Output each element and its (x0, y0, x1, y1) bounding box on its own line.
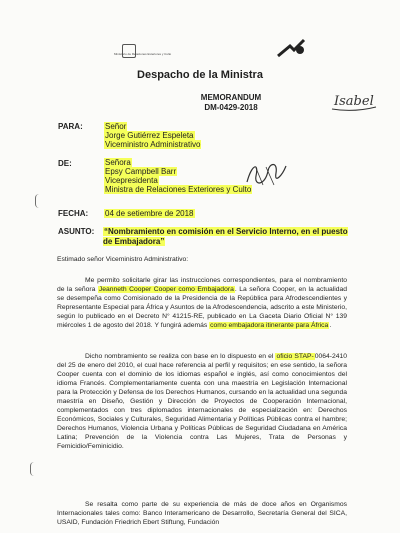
paragraph-2-text-b: 0064-2410 del 25 de enero del 2010, el cual hace referencia al perfil y requisitos; en ese sentido, la señora Cooper cuenta con el dominio de los idiomas español e inglés, así como conocimientos del idioma Francés. Complementariamente cuenta con una maestría en Legislación Internacional para la Protección y Defensa de los Derechos Humanos, cursando en la actualidad una segunda maestría en Diseño, Gestión y Dirección de Proyectos de Cooperación Internacional, complementados con tres diplomados internacionales de especialización en: Derechos Económicos, Sociales y Culturales, Seguridad Alimentaria y Políticas Públicas contra el hambre; Derechos Humanos, Violencia Urbana y Políticas Públicas de Seguridad Ciudadana en América Latina; Prevención de la Violencia contra Las Mujeres, Trata de Personas y Femicidio/Feminicidio. (57, 353, 347, 450)
header-logos (52, 38, 352, 68)
de-label: DE: (58, 159, 72, 168)
government-logo-icon (276, 38, 308, 60)
memo-heading (182, 93, 280, 113)
para-line-3: Viceministro Administrativo (105, 140, 201, 149)
para-line-1: Señor (105, 122, 127, 131)
memo-heading-label: MEMORANDUM (200, 93, 262, 102)
binder-hole-mark (35, 194, 43, 208)
para-recipient (104, 122, 201, 149)
ministry-office-title: Despacho de la Ministra (137, 69, 263, 81)
paragraph-3-text: Se resalta como parte de su experiencia de más de doce años en Organismos Internacionales tales como: Banco Interamericano de Desarrollo, Secretaría General del SICA, USAID, Fundación Friedrich Ebert Stiftung, Fundación (57, 501, 347, 526)
asunto-label: ASUNTO: (58, 227, 95, 236)
paragraph-1-text-c: . (329, 322, 332, 329)
memo-number: DM-0429-2018 (204, 103, 258, 112)
binder-hole-mark (30, 462, 38, 476)
para-line-2: Jorge Gutiérrez Espeleta (105, 131, 194, 140)
de-line-3: Vicepresidenta (105, 176, 158, 185)
paragraph-2-highlight: oficio STAP- (276, 353, 314, 360)
paragraph-1-text-b: . La señora Cooper, en la actualidad se desempeña como Comisionado de la Presidencia de la República para Afrodescendientes y Representante Especial para África y Asuntos de la Afrodescendencia, adscrito a este Ministerio, según lo publicado en el Decreto N° 41215-RE, publicado en La Gaceta Diario Oficial N° 139 miércoles 1 de agosto del 2018. Y fungirá además (57, 286, 347, 329)
svg-text:Isabel: Isabel (334, 94, 374, 109)
paragraph-1-highlight-1: Jeanneth Cooper Cooper como Embajadora (98, 286, 234, 293)
paragraph-1-text-a: Me permito solicitarle girar las instrucciones correspondientes, para el nombramiento de la señora (57, 277, 347, 293)
fecha-value (104, 209, 195, 218)
paragraph-3 (57, 500, 347, 527)
asunto-value (103, 227, 353, 247)
de-line-1: Señora (105, 158, 131, 167)
paragraph-2-text-a: Dicho nombramiento se realiza con base en lo dispuesto en el (85, 353, 276, 360)
paragraph-2 (57, 352, 347, 451)
para-label: PARA: (58, 122, 83, 131)
signature-mark (244, 158, 289, 189)
fecha-label: FECHA: (58, 209, 89, 218)
de-sender (104, 158, 252, 194)
de-line-4: Ministra de Relaciones Exteriores y Culto (105, 185, 252, 194)
handwritten-initials (330, 90, 378, 112)
ministry-wordmark: Ministerio de Relaciones Exteriores y Culto (114, 52, 172, 56)
salutation: Estimado señor Viceministro Administrativo: (57, 256, 189, 263)
de-line-2: Epsy Campbell Barr (105, 167, 177, 176)
asunto-highlighted-value: “Nombramiento en comisión en el Servicio Interno, en el puesto de Embajadora” (103, 227, 348, 246)
fecha-highlighted-value: 04 de setiembre de 2018 (105, 209, 194, 218)
paragraph-1-highlight-2: como embajadora itinerante para África (210, 322, 329, 329)
paragraph-1 (57, 276, 347, 330)
